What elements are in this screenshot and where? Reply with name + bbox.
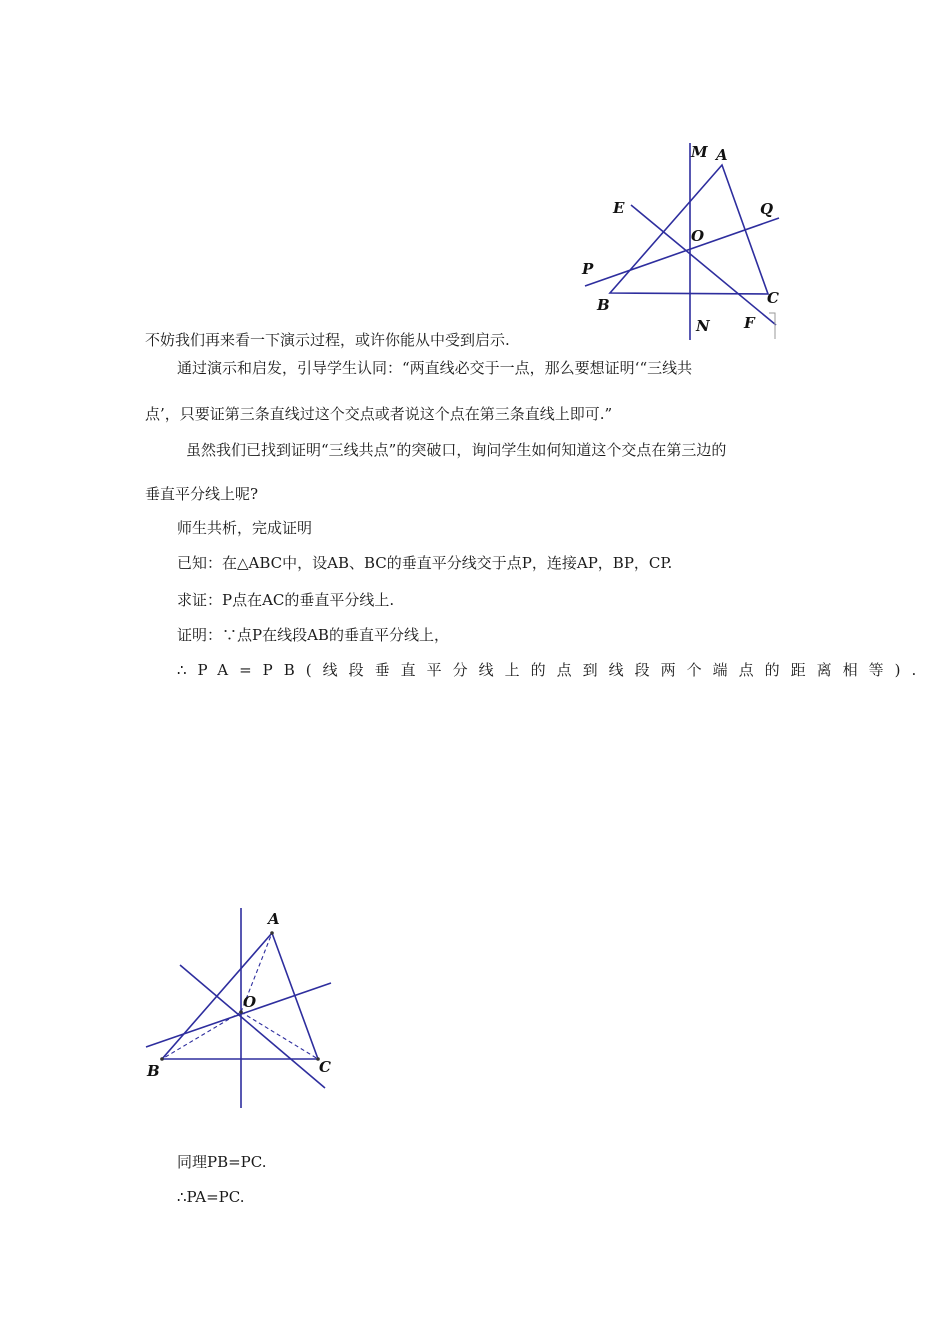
- perp-bisector-ascending: [146, 983, 331, 1047]
- label-A: A: [716, 146, 728, 164]
- label-M: M: [691, 143, 708, 161]
- label-F: F: [744, 314, 755, 332]
- paragraph-line-1: 不妨我们再来看一下演示过程，或许你能从中受到启示.: [145, 331, 510, 349]
- label-E: E: [613, 199, 625, 217]
- label-C: C: [319, 1058, 331, 1076]
- label-P: P: [582, 260, 594, 278]
- label-Q: Q: [760, 200, 774, 218]
- proof-line-1: 证明：∵点P在线段AB的垂直平分线上，: [177, 626, 449, 644]
- paragraph-line-4: 虽然我们已找到证明“三线共点”的突破口，询问学生如何知道这个交点在第三边的: [186, 441, 727, 459]
- proof-line-3: 同理PB=PC.: [177, 1153, 267, 1171]
- proof-line-4: ∴PA=PC.: [177, 1188, 245, 1206]
- point-B: [160, 1057, 164, 1061]
- paragraph-line-5: 垂直平分线上呢?: [145, 485, 259, 503]
- given-line: 已知：在△ABC中，设AB、BC的垂直平分线交于点P，连接AP，BP，CP.: [177, 554, 673, 572]
- label-N: N: [696, 317, 710, 335]
- label-O: O: [691, 227, 705, 245]
- segment-OC: [241, 1012, 318, 1059]
- paragraph-line-6: 师生共析，完成证明: [177, 519, 313, 537]
- label-O: O: [243, 993, 257, 1011]
- paragraph-line-2: 通过演示和启发，引导学生认同：“两直线必交于一点，那么要想证明‘“三线共: [177, 359, 693, 377]
- label-A: A: [268, 910, 280, 928]
- triangle-ABC: [162, 933, 318, 1059]
- label-C: C: [767, 289, 779, 307]
- proof-line-2: ∴PA=PB(线段垂直平分线上的点到线段两个端点的距离相等).: [177, 661, 928, 679]
- to-prove-line: 求证：P点在AC的垂直平分线上.: [177, 591, 395, 609]
- label-B: B: [147, 1062, 160, 1080]
- point-A: [270, 931, 274, 935]
- label-B: B: [597, 296, 610, 314]
- paragraph-line-3: 点’，只要证第三条直线过这个交点或者说这个点在第三条直线上即可.”: [145, 405, 613, 423]
